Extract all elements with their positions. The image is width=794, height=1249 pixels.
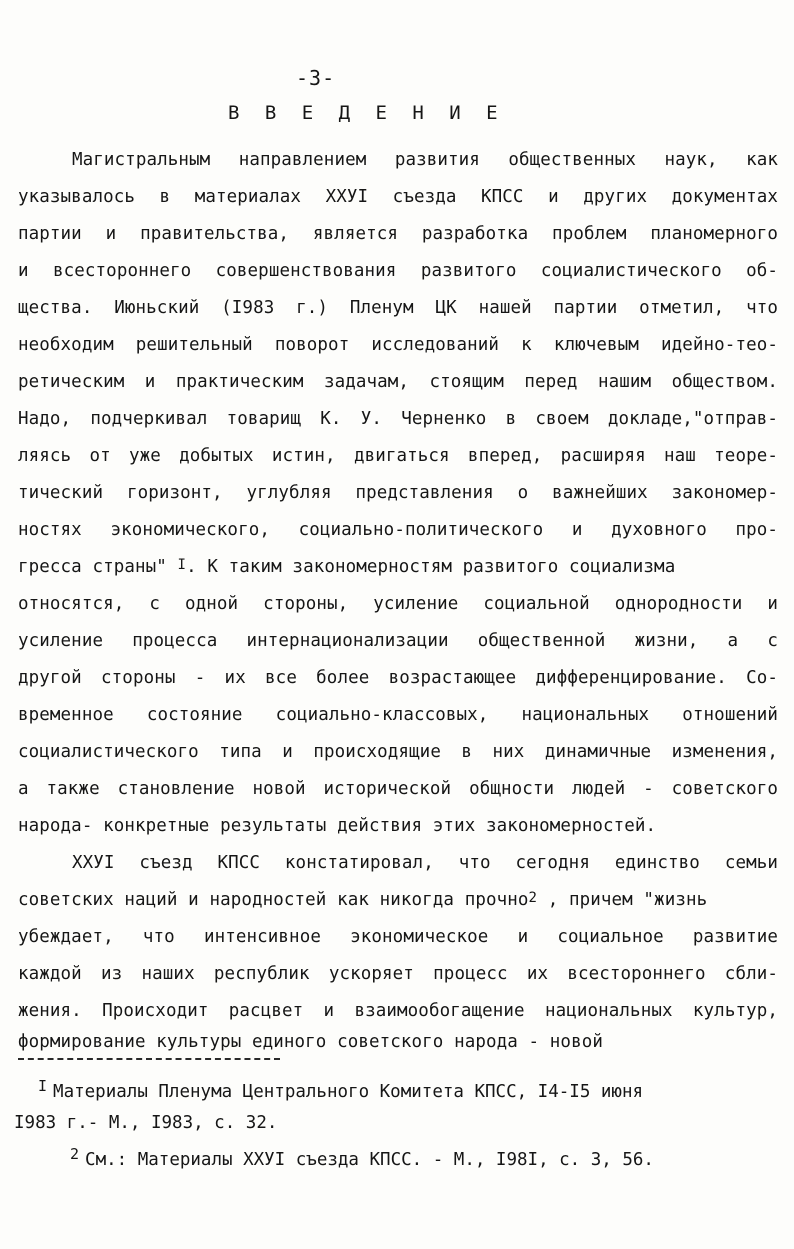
section-title: В В Е Д Е Н И Е (228, 102, 505, 124)
footnote-1 (38, 1077, 644, 1102)
text-line: ляясь от уже добытых истин, двигаться вперед, расширяя наш теоре- (18, 446, 778, 466)
footnote-separator (18, 1058, 280, 1060)
text-line: XXУI съезд КПСС констатировал, что сегодня единство семьи (72, 853, 778, 873)
page-number: -3- (296, 66, 336, 90)
text-line: партии и правительства, является разработка проблем планомерного (18, 224, 778, 244)
text-line: народа- конкретные результаты действия этих закономерностей. (18, 816, 657, 836)
text-segment: , причем "жизнь (537, 890, 708, 910)
text-line: другой стороны - их все более возрастающее дифференцирование. Со- (18, 668, 778, 688)
text-line: ностях экономического, социально-политического и духовного про- (18, 520, 778, 540)
footnote-mark: 2 (70, 1145, 80, 1163)
text-segment: . К таким закономерностям развитого социализма (186, 557, 676, 577)
footnote-ref-1: I (177, 557, 187, 573)
text-line: каждой из наших республик ускоряет процесс их всестороннего сбли- (18, 964, 778, 984)
text-line: усиление процесса интернационализации общественной жизни, а с (18, 631, 778, 651)
text-line-with-footnote-ref (18, 557, 778, 577)
footnote-2 (70, 1145, 654, 1170)
text-line: и всестороннего совершенствования развитого социалистического об- (18, 261, 778, 281)
text-line: относятся, с одной стороны, усиление социальной однородности и (18, 594, 778, 614)
text-segment: гресса страны" (18, 557, 178, 577)
text-line: социалистического типа и происходящие в них динамичные изменения, (18, 742, 778, 762)
footnote-1-continuation: I983 г.- М., I983, с. 32. (14, 1113, 278, 1133)
text-line: жения. Происходит расцвет и взаимообогащение национальных культур, (18, 1001, 778, 1021)
text-line: тический горизонт, углубляя представления о важнейших закономер- (18, 483, 778, 503)
text-line: Надо, подчеркивал товарищ К. У. Черненко в своем докладе,"отправ- (18, 409, 778, 429)
text-line: временное состояние социально-классовых, национальных отношений (18, 705, 778, 725)
text-line: убеждает, что интенсивное экономическое и социальное развитие (18, 927, 778, 947)
text-line: формирование культуры единого советского народа - новой (18, 1032, 603, 1052)
text-line-with-footnote-ref (18, 890, 778, 910)
text-line: указывалось в материалах XXУI съезда КПСС и других документах (18, 187, 778, 207)
footnote-ref-2: 2 (528, 890, 538, 906)
text-segment: советских наций и народностей как никогда прочно (18, 890, 529, 910)
text-line: необходим решительный поворот исследований к ключевым идейно-тео- (18, 335, 778, 355)
text-line: ретическим и практическим задачам, стоящим перед нашим обществом. (18, 372, 778, 392)
text-line: Магистральным направлением развития общественных наук, как (72, 150, 778, 170)
text-line: а также становление новой исторической общности людей - советского (18, 779, 778, 799)
text-line: щества. Июньский (I983 г.) Пленум ЦК нашей партии отметил, что (18, 298, 778, 318)
footnote-text: См.: Материалы XXУI съезда КПСС. - М., I98I, с. 3, 56. (85, 1150, 654, 1170)
footnote-text: Материалы Пленума Центрального Комитета КПСС, I4-I5 июня (53, 1082, 644, 1102)
footnote-mark: I (38, 1077, 48, 1095)
